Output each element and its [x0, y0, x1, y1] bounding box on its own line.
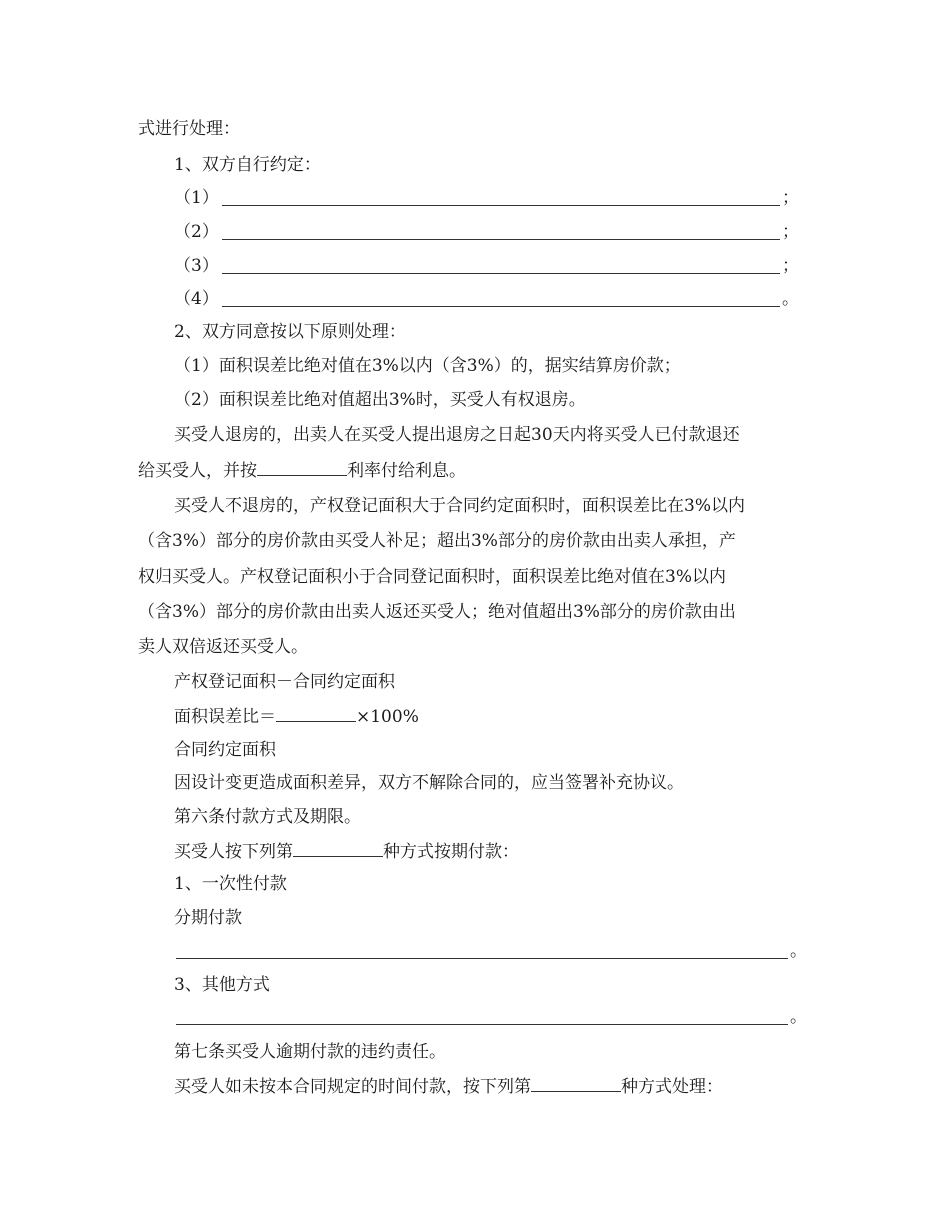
fill-in-blank[interactable]	[276, 705, 356, 722]
text-segment: 买受人如未按本合同规定的时间付款，按下列第	[174, 1077, 531, 1097]
section-heading: 第七条买受人逾期付款的违约责任。	[174, 1042, 446, 1062]
text-line: 3、其他方式	[174, 975, 270, 995]
text-segment: 买受人按下列第	[174, 842, 293, 862]
text-segment: 种方式处理：	[621, 1077, 723, 1097]
fill-in-blank[interactable]	[257, 459, 347, 476]
section-heading: 第六条付款方式及期限。	[174, 807, 361, 827]
fill-in-blank[interactable]	[293, 840, 383, 857]
text-line: 买受人不退房的，产权登记面积大于合同约定面积时，面积误差比在3%以内	[174, 496, 745, 516]
fill-in-blank[interactable]	[222, 306, 780, 307]
text-segment: 面积误差比＝	[174, 707, 276, 727]
text-segment: 给买受人，并按	[138, 461, 257, 481]
text-line: （含3%）部分的房价款由买受人补足；超出3%部分的房价款由出卖人承担，产	[138, 531, 736, 551]
formula-line	[174, 705, 419, 728]
text-line: 买受人退房的，出卖人在买受人提出退房之日起30天内将买受人已付款退还	[174, 425, 740, 445]
text-line	[174, 1075, 723, 1098]
fill-in-blank[interactable]	[222, 239, 780, 240]
line-end: 。	[790, 1007, 807, 1027]
text-line: 1、双方自行约定：	[174, 155, 321, 175]
fill-in-blank[interactable]	[222, 205, 780, 206]
line-end: 。	[790, 941, 807, 961]
text-line: 分期付款	[174, 908, 242, 928]
text-line: （含3%）部分的房价款由出卖人返还买受人；绝对值超出3%部分的房价款由出	[138, 602, 736, 622]
text-line: 2、双方同意按以下原则处理：	[174, 322, 406, 342]
text-segment: 利率付给利息。	[347, 461, 466, 481]
fill-in-blank[interactable]	[531, 1075, 621, 1092]
text-line: 式进行处理：	[138, 119, 240, 139]
item-end: ；	[782, 256, 799, 276]
text-line: 1、一次性付款	[174, 874, 287, 894]
formula-denominator: 合同约定面积	[174, 740, 276, 760]
fill-in-blank[interactable]	[222, 273, 780, 274]
item-end: ；	[782, 188, 799, 208]
item-number: （4）	[174, 289, 219, 309]
text-line	[174, 840, 519, 863]
item-number: （3）	[174, 256, 219, 276]
item-end: ；	[782, 222, 799, 242]
fill-in-blank[interactable]	[176, 958, 788, 959]
text-line: 卖人双倍返还买受人。	[138, 637, 308, 657]
text-line	[138, 459, 466, 482]
formula-numerator: 产权登记面积－合同约定面积	[174, 672, 395, 692]
text-line: （2）面积误差比绝对值超出3%时，买受人有权退房。	[174, 390, 586, 410]
text-line: 因设计变更造成面积差异，双方不解除合同的，应当签署补充协议。	[174, 773, 684, 793]
text-line: 权归买受人。产权登记面积小于合同登记面积时，面积误差比绝对值在3%以内	[138, 567, 726, 587]
text-segment: ×100%	[356, 707, 419, 727]
item-number: （1）	[174, 188, 219, 208]
text-line: （1）面积误差比绝对值在3%以内（含3%）的，据实结算房价款；	[174, 356, 681, 376]
fill-in-blank[interactable]	[176, 1024, 788, 1025]
item-end: 。	[782, 289, 799, 309]
text-segment: 种方式按期付款：	[383, 842, 519, 862]
item-number: （2）	[174, 222, 219, 242]
